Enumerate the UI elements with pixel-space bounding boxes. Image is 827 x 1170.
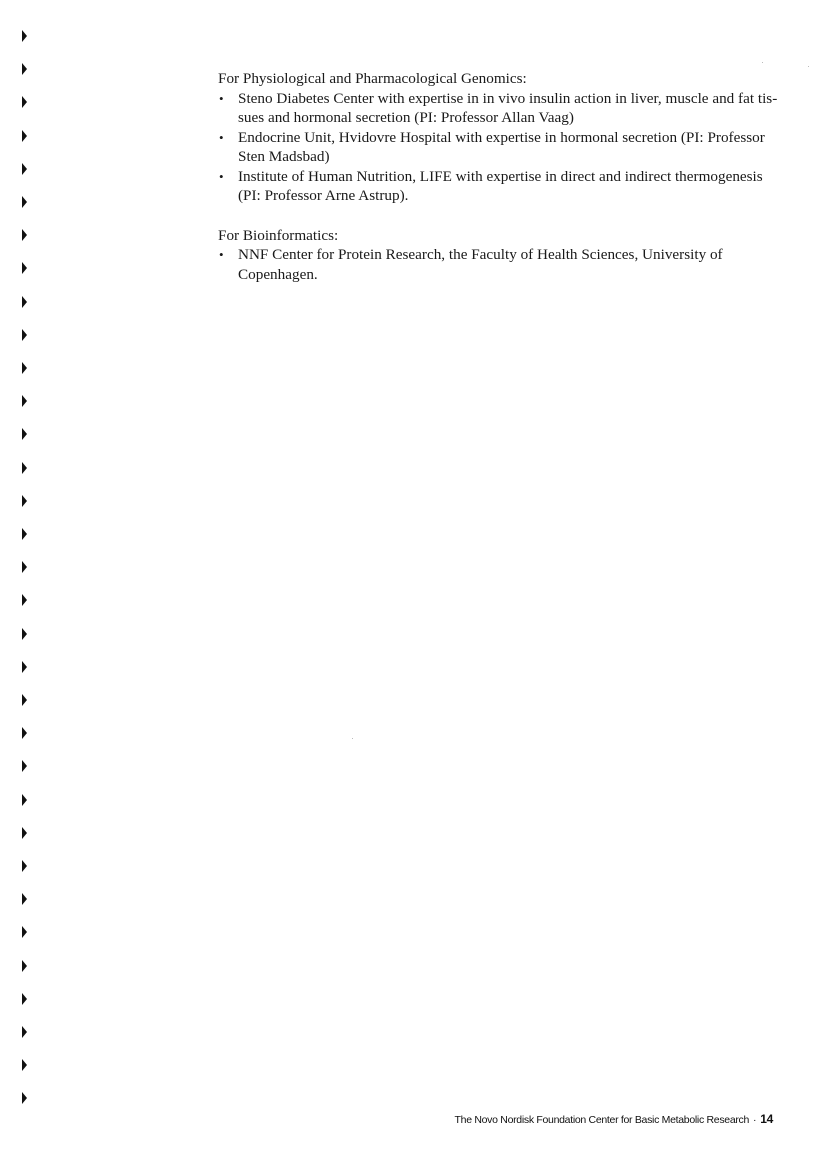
binder-hole-mark xyxy=(22,727,27,739)
binder-hole-mark xyxy=(22,1026,27,1038)
bullet-list xyxy=(218,89,778,206)
page-number: 14 xyxy=(760,1112,773,1126)
scan-speck xyxy=(352,738,353,739)
binder-hole-mark xyxy=(22,827,27,839)
binder-hole-mark xyxy=(22,794,27,806)
binder-hole-mark xyxy=(22,296,27,308)
binder-hole-mark xyxy=(22,960,27,972)
binder-hole-mark xyxy=(22,893,27,905)
binder-hole-mark xyxy=(22,661,27,673)
binder-hole-mark xyxy=(22,362,27,374)
binder-hole-mark xyxy=(22,163,27,175)
list-item-text: Steno Diabetes Center with expertise in in vivo insulin action in liver, muscle and fat tis-sues and hormonal secretion (PI: Professor Allan Vaag) xyxy=(238,89,778,126)
bullet-icon: • xyxy=(219,168,224,184)
bullet-icon: • xyxy=(219,247,224,262)
section-heading: For Bioinformatics: xyxy=(218,226,339,244)
binder-hole-mark xyxy=(22,594,27,606)
scan-speck xyxy=(808,66,809,67)
binder-hole-mark xyxy=(22,262,27,274)
binder-hole-marks xyxy=(22,30,32,1150)
binder-hole-mark xyxy=(22,528,27,540)
binder-hole-mark xyxy=(22,860,27,872)
bullet-icon: • xyxy=(219,129,224,145)
binder-hole-mark xyxy=(22,694,27,706)
binder-hole-mark xyxy=(22,329,27,341)
section-physiological-genomics xyxy=(218,69,778,206)
list-item xyxy=(218,245,778,284)
binder-hole-mark xyxy=(22,628,27,640)
binder-hole-mark xyxy=(22,63,27,75)
binder-hole-mark xyxy=(22,96,27,108)
footer-separator: · xyxy=(753,1114,757,1126)
list-item-text: Institute of Human Nutrition, LIFE with expertise in direct and indirect thermogenesis (PI: Professor Arne Astrup). xyxy=(238,167,763,204)
page-footer xyxy=(455,1112,773,1126)
binder-hole-mark xyxy=(22,926,27,938)
list-item xyxy=(218,167,778,206)
binder-hole-mark xyxy=(22,462,27,474)
binder-hole-mark xyxy=(22,428,27,440)
binder-hole-mark xyxy=(22,495,27,507)
bullet-icon: • xyxy=(219,90,224,106)
footer-title: The Novo Nordisk Foundation Center for Basic Metabolic Research xyxy=(454,1114,750,1126)
binder-hole-mark xyxy=(22,196,27,208)
binder-hole-mark xyxy=(22,1092,27,1104)
binder-hole-mark xyxy=(22,130,27,142)
main-content xyxy=(218,69,778,284)
scan-speck xyxy=(762,62,763,63)
binder-hole-mark xyxy=(22,561,27,573)
section-bioinformatics xyxy=(218,226,778,285)
list-item xyxy=(218,128,778,167)
section-heading: For Physiological and Pharmacological Genomics: xyxy=(218,70,527,87)
binder-hole-mark xyxy=(22,760,27,772)
binder-hole-mark xyxy=(22,1059,27,1071)
list-item-text: NNF Center for Protein Research, the Faculty of Health Sciences, University of Copenhagen. xyxy=(238,246,723,283)
binder-hole-mark xyxy=(22,395,27,407)
bullet-list xyxy=(218,245,778,284)
binder-hole-mark xyxy=(22,993,27,1005)
binder-hole-mark xyxy=(22,229,27,241)
binder-hole-mark xyxy=(22,30,27,42)
list-item xyxy=(218,89,778,128)
list-item-text: Endocrine Unit, Hvidovre Hospital with expertise in hormonal secretion (PI: Professor Sten Madsbad) xyxy=(238,128,765,165)
